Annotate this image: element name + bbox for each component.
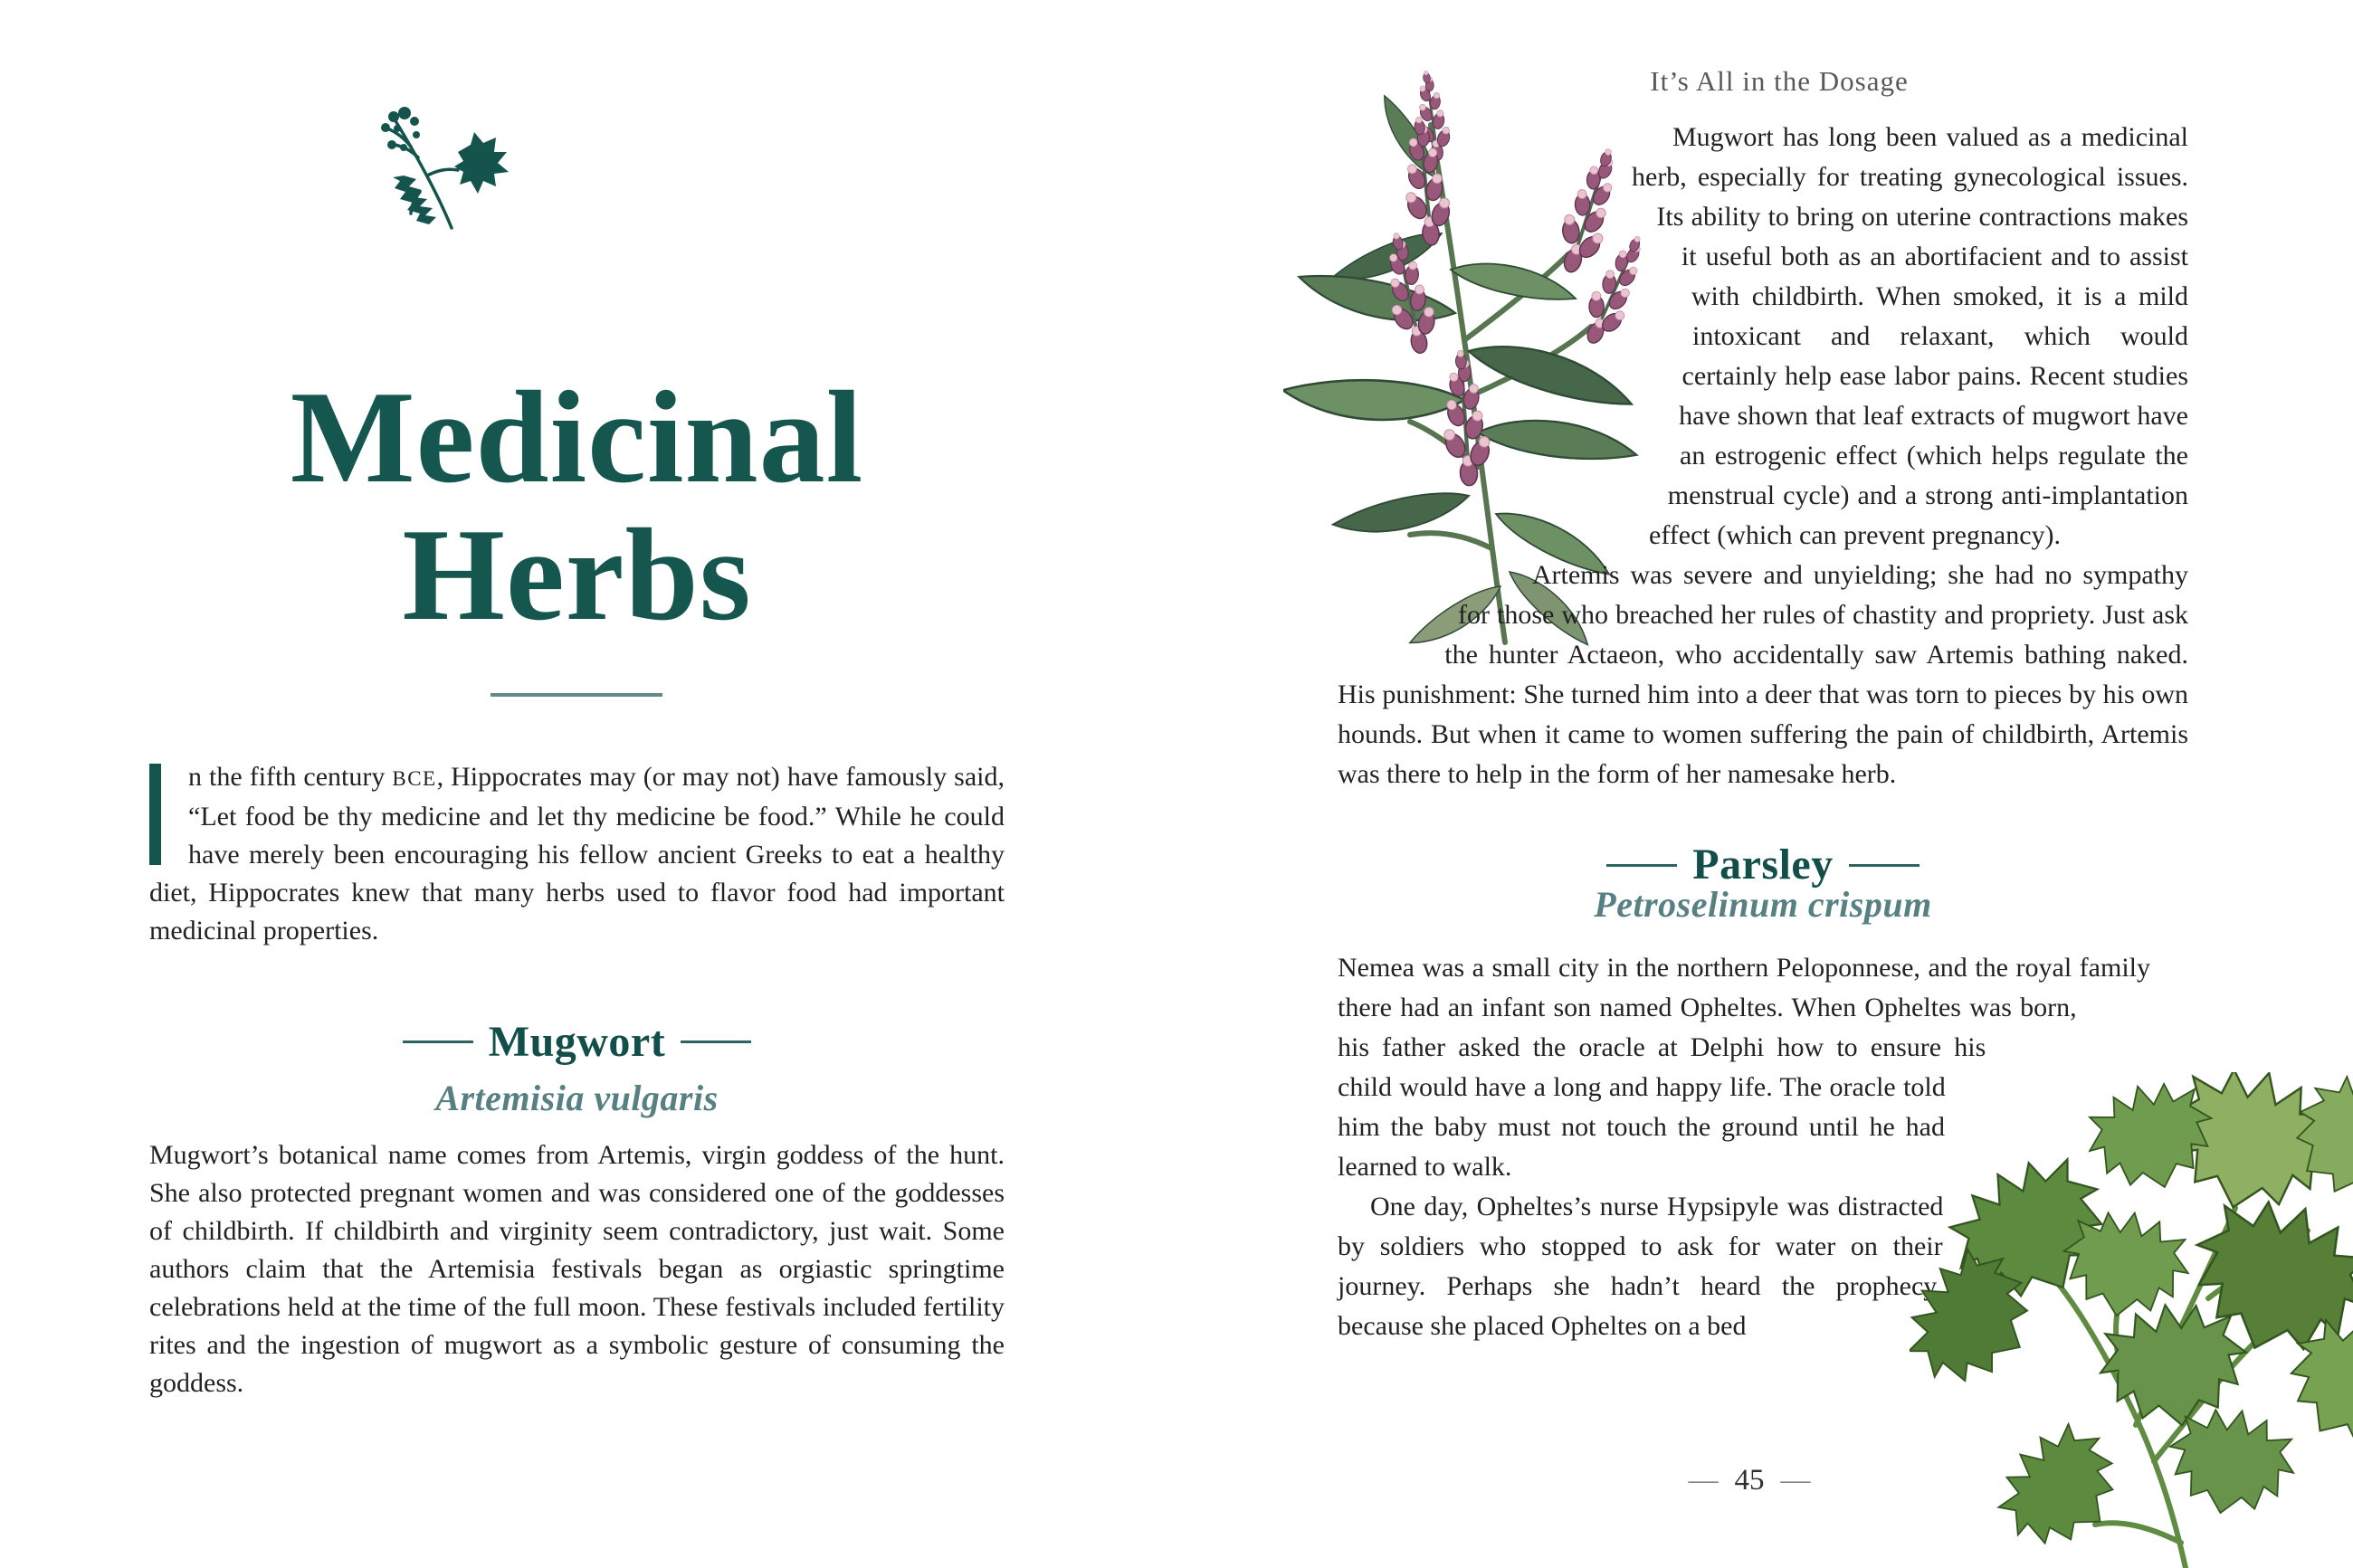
heading-dash [681,1041,751,1043]
page-number [1689,1464,1811,1497]
mugwort-left-paragraph: Mugwort’s botanical name comes from Artemis, virgin goddess of the hunt. She also protected pregnant women and was considered one of the goddesses of childbirth. If childbirth and virginity seem contradictory, just wait. Some authors claim that the Artemisia festivals began as orgiastic springtime celebrations held at the time of the full moon. These festivals included fertility rites and the ingestion of mugwort as a symbolic gesture of consuming the goddess. [149,1140,1005,1398]
heading-dash [403,1041,473,1043]
artemis-paragraph: Artemis was severe and unyielding; she had no sympathy for those who breached her rules of chastity and propriety. Just ask the hunter Actaeon, who accidentally saw Artemis bathing naked. His punishment: She turned him into a deer that was torn to pieces by his own hounds. But when it came to women suffering the pain of childbirth, Artemis was there to help in the form of her namesake herb. [1338,560,2188,789]
dropcap-letter-i [149,764,161,865]
intro-text-pre: n the fifth century [188,762,393,792]
left-page [0,0,1176,1568]
right-page [1176,0,2353,1568]
heading-dash [1849,864,1920,867]
mugwort-section-heading [149,1017,1005,1067]
chapter-title [149,364,1005,648]
mugwort-heading-text: Mugwort [488,1018,666,1066]
nemea-paragraph-text: Nemea was a small city in the northern Peloponnese, and the royal family there had an infant son named Opheltes. When Opheltes was born, his father asked the oracle at Delphi how to ensure his child would have a long and happy life. The oracle told him the baby must not touch the ground until he had learned to walk. [1338,953,2150,1182]
heading-dash [1606,864,1677,867]
page-number-value: 45 [1734,1464,1765,1497]
one-day-paragraph: One day, Opheltes’s nurse Hypsipyle was distracted by soldiers who stopped to ask for water on their journey. Perhaps she hadn’t heard the prophecy, because she placed Opheltes on a bed [1338,1192,1944,1341]
era-abbreviation: BCE [392,767,437,790]
page-number-dash: — [1780,1464,1811,1497]
intro-text-post: , Hippocrates may (or may not) have famously said, “Let food be thy medicine and let thy medicine be food.” While he could have merely been encouraging his fellow ancient Greeks to eat a healthy diet, Hippocrates knew that many herbs used to flavor food had important medicinal properties. [149,762,1005,946]
running-head: It’s All in the Dosage [1650,65,1909,97]
mugwort-species-name: Artemisia vulgaris [435,1078,719,1118]
title-divider [491,693,662,697]
chapter-title-line2: Herbs [402,500,752,648]
parsley-illustration [1910,1072,2353,1568]
chapter-title-line1: Medicinal [290,364,864,510]
mugwort-dosage-paragraph: Mugwort has long been valued as a medicinal herb, especially for treating gynecological issues. Its ability to bring on uterine contractions makes it useful both as an abortifacient and to assist with childbirth. When smoked, it is a mild intoxicant and relaxant, which would certainly help ease labor pains. Recent studies have shown that leaf extracts of mugwort have an estrogenic effect (which helps regulate the menstrual cycle) and a strong anti-implantation effect (which can prevent pregnancy). [1632,122,2188,550]
parsley-section-heading [1338,841,2188,889]
intro-paragraph [149,758,1005,950]
herb-sprig-icon [364,105,522,232]
page-number-dash: — [1688,1464,1719,1497]
parsley-heading-text: Parsley [1692,841,1834,889]
parsley-species-name: Petroselinum crispum [1594,884,1932,925]
